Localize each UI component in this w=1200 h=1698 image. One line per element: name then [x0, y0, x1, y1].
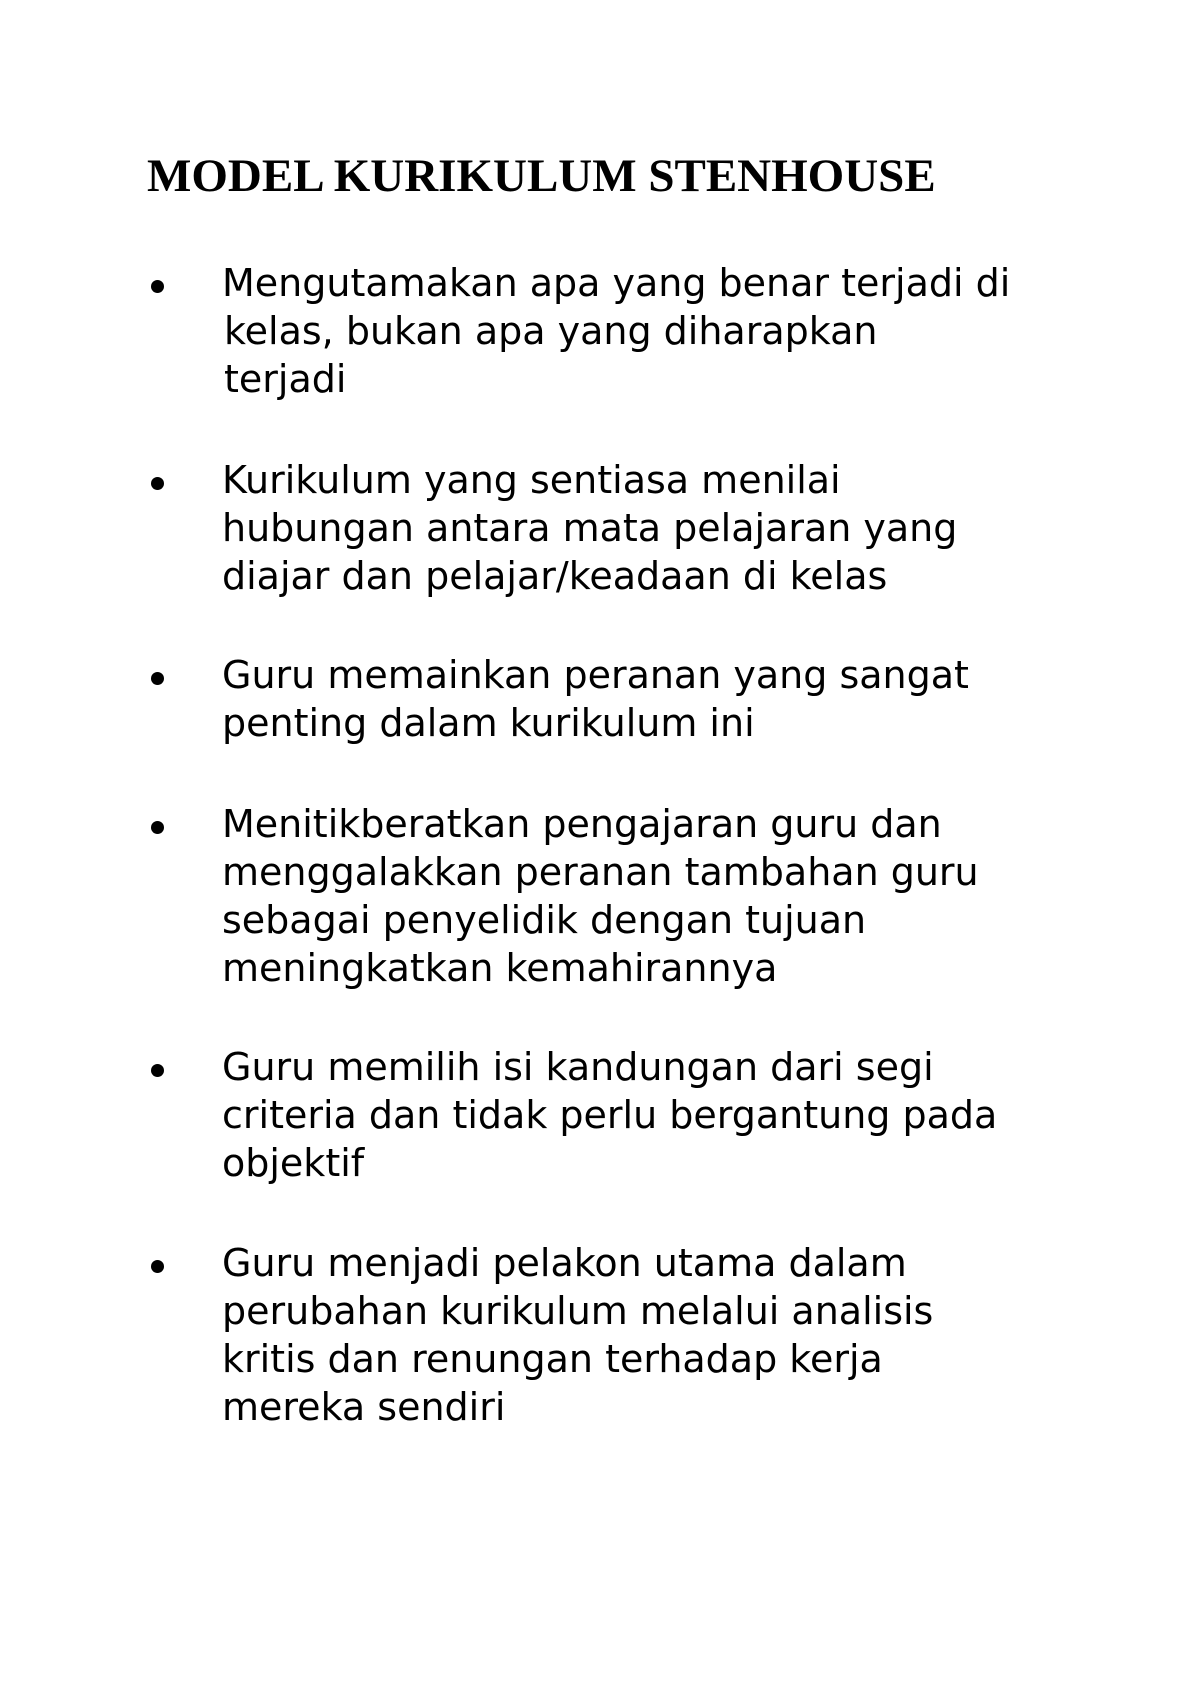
bullet-text	[222, 259, 1102, 403]
bullet-line: penting dalam kurikulum ini	[222, 701, 755, 745]
bullet-line: perubahan kurikulum melalui analisis	[222, 1289, 934, 1333]
document-title: MODEL KURIKULUM STENHOUSE	[147, 150, 936, 202]
bullet-line: sebagai penyelidik dengan tujuan	[222, 898, 867, 942]
bullet-line: Kurikulum yang sentiasa menilai	[222, 458, 841, 502]
bullet-line: terjadi	[224, 357, 347, 401]
bullet-point-icon	[151, 672, 164, 685]
bullet-text	[222, 651, 1102, 747]
bullet-line: criteria dan tidak perlu bergantung pada	[222, 1093, 998, 1137]
bullet-line: mereka sendiri	[222, 1385, 506, 1429]
bullet-line: hubungan antara mata pelajaran yang	[222, 506, 958, 550]
bullet-line: Mengutamakan apa yang benar terjadi di	[222, 261, 1011, 305]
bullet-line: Guru menjadi pelakon utama dalam	[222, 1241, 907, 1285]
bullet-text	[222, 456, 1102, 600]
bullet-text	[222, 1043, 1102, 1187]
bullet-text	[222, 1239, 1102, 1431]
bullet-line: kelas, bukan apa yang diharapkan	[224, 309, 878, 353]
bullet-line: kritis dan renungan terhadap kerja	[222, 1337, 883, 1381]
bullet-line: Guru memainkan peranan yang sangat	[222, 653, 969, 697]
bullet-point-icon	[151, 821, 164, 834]
bullet-line: diajar dan pelajar/keadaan di kelas	[222, 554, 888, 598]
bullet-line: meningkatkan kemahirannya	[222, 946, 778, 990]
bullet-point-icon	[151, 1064, 164, 1077]
bullet-line: objektif	[222, 1141, 365, 1185]
bullet-line: Menitikberatkan pengajaran guru dan	[222, 802, 942, 846]
bullet-line: menggalakkan peranan tambahan guru	[222, 850, 979, 894]
bullet-point-icon	[151, 280, 164, 293]
bullet-point-icon	[151, 477, 164, 490]
bullet-point-icon	[151, 1260, 164, 1273]
bullet-text	[222, 800, 1102, 992]
bullet-line: Guru memilih isi kandungan dari segi	[222, 1045, 934, 1089]
